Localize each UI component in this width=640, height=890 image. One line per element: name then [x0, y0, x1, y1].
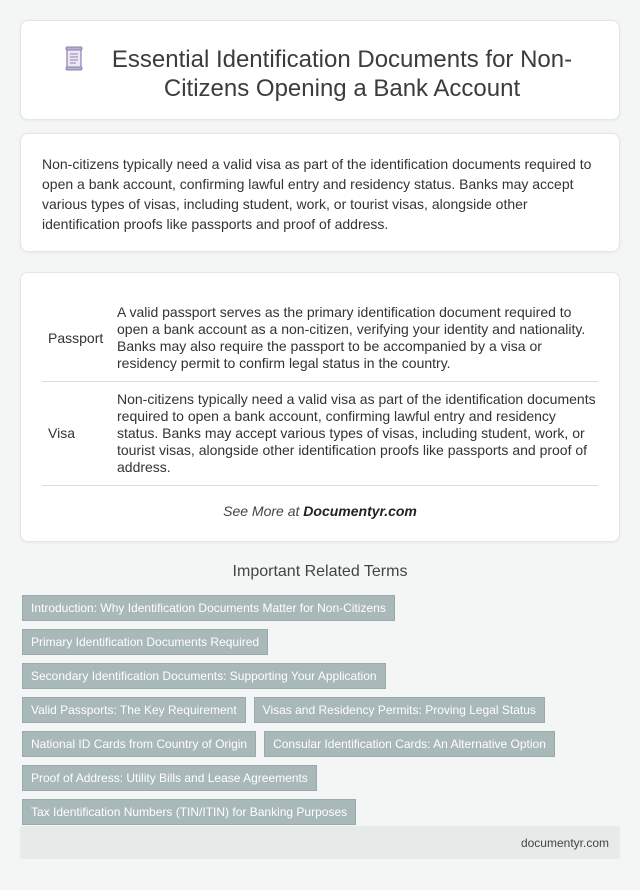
related-term-tag[interactable]: Visas and Residency Permits: Proving Legal Status — [254, 697, 545, 723]
related-term-tag[interactable]: Secondary Identification Documents: Supporting Your Application — [22, 663, 386, 689]
related-term-tag[interactable]: Valid Passports: The Key Requirement — [22, 697, 246, 723]
documents-table — [42, 295, 598, 486]
see-more-site[interactable]: Documentyr.com — [303, 503, 417, 519]
document-description: Non-citizens typically need a valid visa as part of the identification documents required to open a bank account, confirming lawful entry and residency status. Banks may accept various types of visas, including student, work, or tourist visas, alongside other identification proofs like passports and proof of address. — [117, 391, 596, 475]
documents-card — [20, 272, 620, 542]
table-row — [42, 382, 598, 486]
page-title: Essential Identification Documents for Non-Citizens Opening a Bank Account — [111, 46, 573, 102]
summary-card — [20, 133, 620, 252]
see-more-prefix: See More at — [223, 503, 304, 519]
title-card — [20, 20, 620, 120]
document-description: A valid passport serves as the primary identification document required to open a bank account as a non-citizen, verifying your identity and nationality. Banks may also require the passport to be accompanied by a visa or residency permit to confirm legal status in the country. — [117, 304, 586, 371]
document-name: Passport — [48, 329, 104, 346]
related-term-tag[interactable]: Primary Identification Documents Required — [22, 629, 268, 655]
related-term-tag[interactable]: Consular Identification Cards: An Alternative Option — [264, 731, 555, 757]
document-icon — [63, 46, 85, 72]
related-term-tag[interactable]: Tax Identification Numbers (TIN/ITIN) for Banking Purposes — [22, 799, 356, 825]
related-term-tag[interactable]: Introduction: Why Identification Documents Matter for Non-Citizens — [22, 595, 395, 621]
document-name: Visa — [48, 425, 75, 441]
related-term-tag[interactable]: Proof of Address: Utility Bills and Lease Agreements — [22, 765, 317, 791]
footer — [20, 826, 620, 859]
footer-domain[interactable]: documentyr.com — [520, 836, 609, 850]
summary-text: Non-citizens typically need a valid visa as part of the identification documents required to open a bank account, confirming lawful entry and residency status. Banks may accept various types of visas, including student, work, or tourist visas, alongside other identification proofs like passports and proof of address. — [42, 156, 592, 232]
see-more-link[interactable] — [21, 503, 619, 519]
related-terms-heading: Important Related Terms — [232, 563, 408, 580]
table-row — [42, 295, 598, 382]
related-term-tag[interactable]: National ID Cards from Country of Origin — [22, 731, 256, 757]
